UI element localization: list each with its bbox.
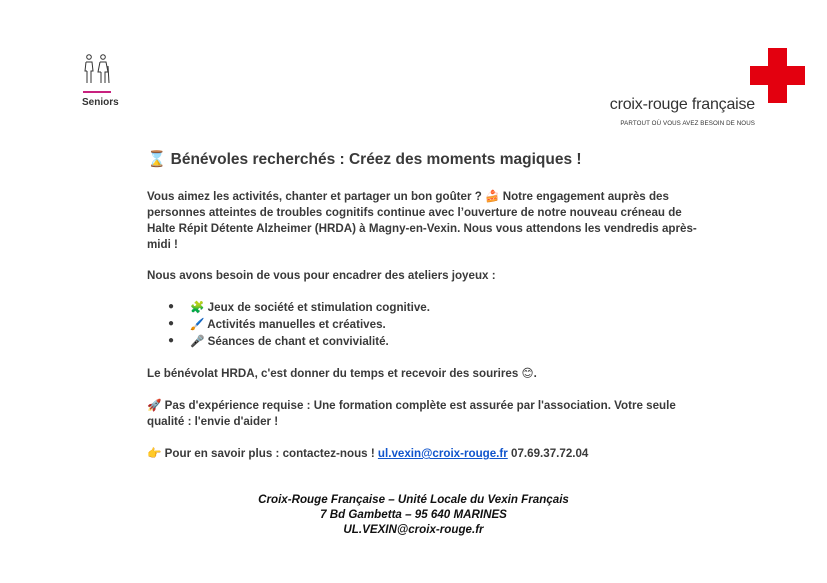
experience-paragraph: 🚀 Pas d'expérience requise : Une formation complète est assurée par l'association. Votre seule qualité : l'envie d'aider ! — [147, 398, 676, 428]
puzzle-icon: 🧩 — [190, 300, 205, 314]
intro-text-2: Notre engagement auprès des personnes atteintes de troubles cognitifs continue avec l’ouverture de notre nouveau créneau de Halte Répit Détente Alzheimer (HRDA) à Magny-en-Vexin. Nous vous attendons les vendredis après-midi ! — [147, 190, 697, 251]
microphone-icon: 🎤 — [190, 334, 205, 348]
post-body — [147, 150, 707, 477]
cake-icon: 🍰 — [485, 189, 500, 203]
post-title-text: Bénévoles recherchés : Créez des moments magiques ! — [170, 151, 582, 168]
seniors-logo — [82, 54, 126, 108]
list-item: ● 🧩 Jeux de société et stimulation cognitive. — [168, 300, 430, 314]
activities-list — [147, 299, 707, 350]
footer-org: Croix-Rouge Française – Unité Locale du Vexin Français — [258, 493, 569, 506]
red-cross-icon — [750, 48, 805, 103]
smile-paragraph: Le bénévolat HRDA, c'est donner du temps et recevoir des sourires 😊. — [147, 366, 537, 380]
smiley-icon: 😊 — [521, 366, 534, 380]
paintbrush-icon: 🖌️ — [190, 317, 205, 331]
contact-paragraph: 👉 Pour en savoir plus : contactez-nous ! ul.vexin@croix-rouge.fr 07.69.37.72.04 — [147, 446, 589, 460]
brand-tagline: PARTOUT OÙ VOUS AVEZ BESOIN DE NOUS — [620, 120, 755, 127]
intro-text-1: Vous aimez les activités, chanter et partager un bon goûter ? — [147, 190, 482, 203]
seniors-label: Seniors — [82, 97, 119, 108]
seniors-underline — [83, 91, 111, 93]
rocket-icon: 🚀 — [147, 398, 162, 412]
footer — [0, 492, 827, 537]
seniors-couple-icon — [82, 54, 112, 86]
footer-address: 7 Bd Gambetta – 95 640 MARINES — [320, 508, 507, 521]
needs-intro: Nous avons besoin de vous pour encadrer des ateliers joyeux : — [147, 269, 496, 282]
post-title — [147, 150, 707, 169]
croix-rouge-logo — [565, 48, 805, 132]
list-item: ● 🖌️ Activités manuelles et créatives. — [168, 317, 386, 331]
list-item: ● 🎤 Séances de chant et convivialité. — [168, 334, 389, 348]
brand-name: croix-rouge française — [609, 96, 755, 113]
contact-phone: 07.69.37.72.04 — [511, 447, 589, 460]
intro-paragraph — [147, 188, 707, 253]
hourglass-icon: ⌛ — [147, 150, 167, 168]
contact-email-link[interactable]: ul.vexin@croix-rouge.fr — [377, 447, 508, 460]
footer-email: UL.VEXIN@croix-rouge.fr — [343, 523, 484, 536]
pointing-hand-icon: 👉 — [147, 446, 162, 460]
